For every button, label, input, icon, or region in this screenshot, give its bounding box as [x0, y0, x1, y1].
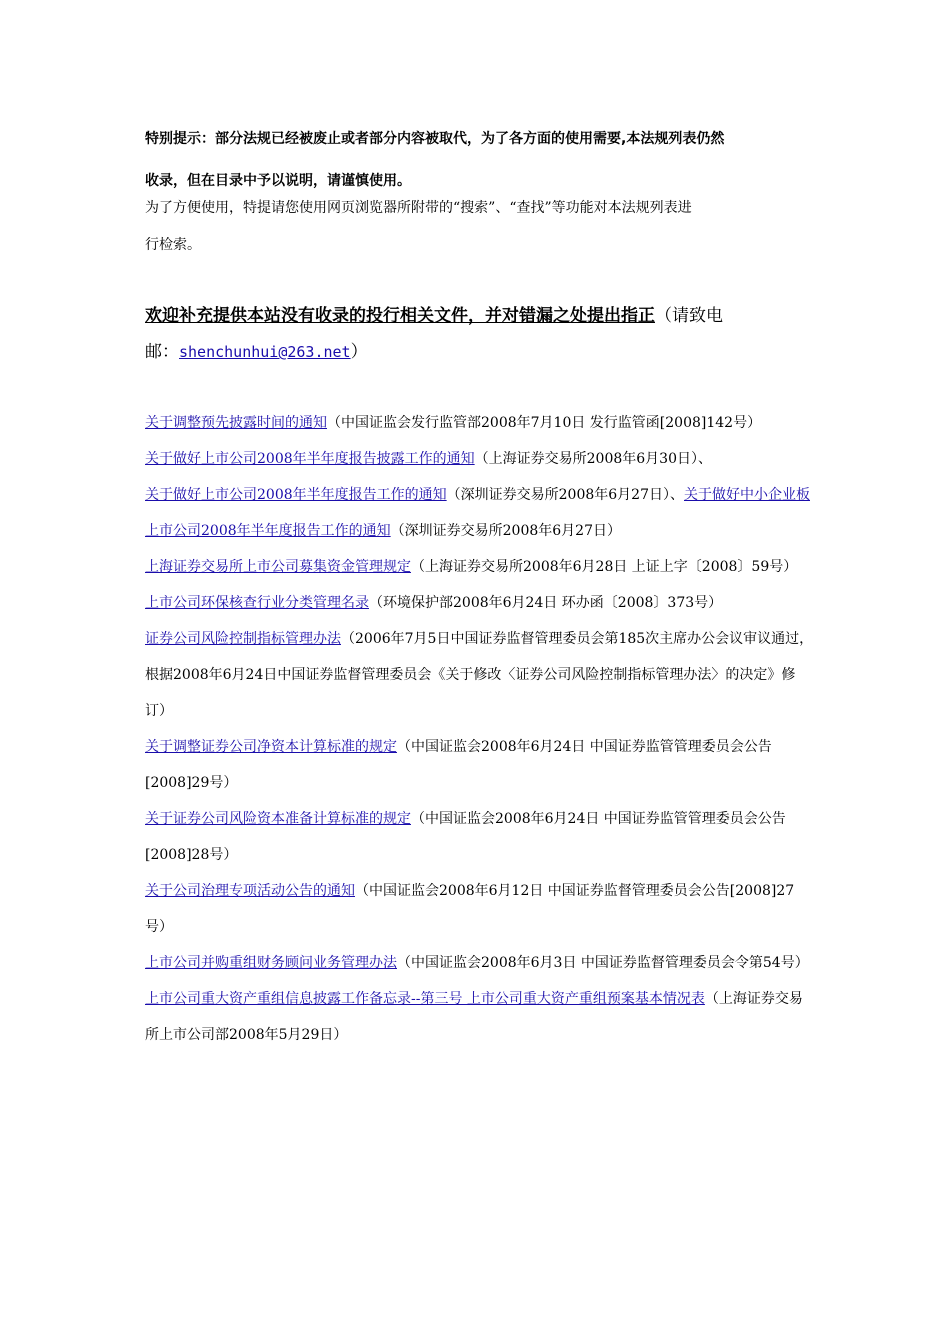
regulation-link[interactable]: 关于调整证券公司净资本计算标准的规定 — [145, 739, 397, 755]
regulation-link[interactable]: 关于做好上市公司2008年半年度报告工作的通知 — [145, 487, 447, 503]
regulation-link[interactable]: 上市公司重大资产重组信息披露工作备忘录--第三号 上市公司重大资产重组预案基本情况表 — [145, 991, 705, 1007]
regulation-note: （2006年7月5日中国证券监督管理委员会第185次主席办公会议审议通过，根据2008年6月24日中国证券监督管理委员会《关于修改〈证券公司风险控制指标管理办法〉的决定》修订） — [145, 631, 814, 719]
regulation-note: （中国证监会发行监管部2008年7月10日 发行监管函[2008]142号） — [327, 415, 762, 431]
regulation-note: （深圳证券交易所2008年6月27日） — [390, 523, 621, 539]
notice-line-2: 收录，但在目录中予以说明，请谨慎使用。 — [145, 173, 411, 189]
list-item — [145, 945, 815, 981]
regulation-note: （上海证券交易所上市公司部2008年5月29日） — [145, 991, 803, 1043]
welcome-close: ） — [350, 342, 368, 362]
welcome-heading: 欢迎补充提供本站没有收录的投行相关文件，并对错漏之处提出指正 — [145, 306, 655, 326]
regulation-link[interactable]: 关于做好上市公司2008年半年度报告披露工作的通知 — [145, 451, 475, 467]
regulation-note: （中国证监会2008年6月12日 中国证券监督管理委员会公告[2008]27号） — [145, 883, 795, 935]
welcome-paragraph — [145, 298, 813, 370]
list-item — [145, 477, 815, 549]
welcome-line-1 — [145, 298, 813, 334]
list-item — [145, 585, 815, 621]
tip-line-1: 为了方便使用，特提请您使用网页浏览器所附带的“搜索”、“查找”等功能对本法规列表进 — [145, 200, 692, 216]
email-link[interactable]: shenchunhui@263.net — [179, 343, 351, 361]
regulation-note: （中国证监会2008年6月3日 中国证券监督管理委员会令第54号） — [397, 955, 809, 971]
notice-line-1: 特别提示：部分法规已经被废止或者部分内容被取代，为了各方面的使用需要,本法规列表仍然 — [145, 131, 725, 147]
list-item — [145, 981, 815, 1053]
regulation-link[interactable]: 关于证券公司风险资本准备计算标准的规定 — [145, 811, 411, 827]
regulation-note: （上海证券交易所2008年6月28日 上证上字〔2008〕59号） — [411, 559, 798, 575]
regulation-link[interactable]: 上市公司并购重组财务顾问业务管理办法 — [145, 955, 397, 971]
regulation-note: （上海证券交易所2008年6月30日）、 — [474, 451, 712, 467]
list-item — [145, 873, 815, 945]
regulation-note: （环境保护部2008年6月24日 环办函〔2008〕373号） — [369, 595, 723, 611]
list-item — [145, 549, 815, 585]
list-item — [145, 801, 815, 873]
welcome-line-2 — [145, 334, 813, 370]
regulation-list — [145, 405, 815, 1053]
regulation-link[interactable]: 证券公司风险控制指标管理办法 — [145, 631, 341, 647]
welcome-mail-label: 邮： — [145, 342, 179, 362]
regulation-note: （中国证监会2008年6月24日 中国证券监管管理委员会公告[2008]28号） — [145, 811, 786, 863]
regulation-link[interactable]: 关于调整预先披露时间的通知 — [145, 415, 327, 431]
regulation-note: （中国证监会2008年6月24日 中国证券监管管理委员会公告[2008]29号） — [145, 739, 772, 791]
list-item — [145, 729, 815, 801]
list-item — [145, 621, 815, 729]
regulation-note: （深圳证券交易所2008年6月27日）、 — [446, 487, 684, 503]
regulation-link[interactable]: 关于公司治理专项活动公告的通知 — [145, 883, 355, 899]
usage-tip — [145, 190, 813, 264]
regulation-link[interactable]: 上市公司环保核查行业分类管理名录 — [145, 595, 369, 611]
list-item — [145, 441, 815, 477]
welcome-contact-prefix: （请致电 — [655, 306, 723, 326]
regulation-link[interactable]: 上海证券交易所上市公司募集资金管理规定 — [145, 559, 411, 575]
list-item — [145, 405, 815, 441]
regulation-link[interactable]: 关于做好中小企业板上市公司2008年半年度报告工作的通知 — [145, 487, 810, 539]
tip-line-2: 行检索。 — [145, 237, 201, 253]
